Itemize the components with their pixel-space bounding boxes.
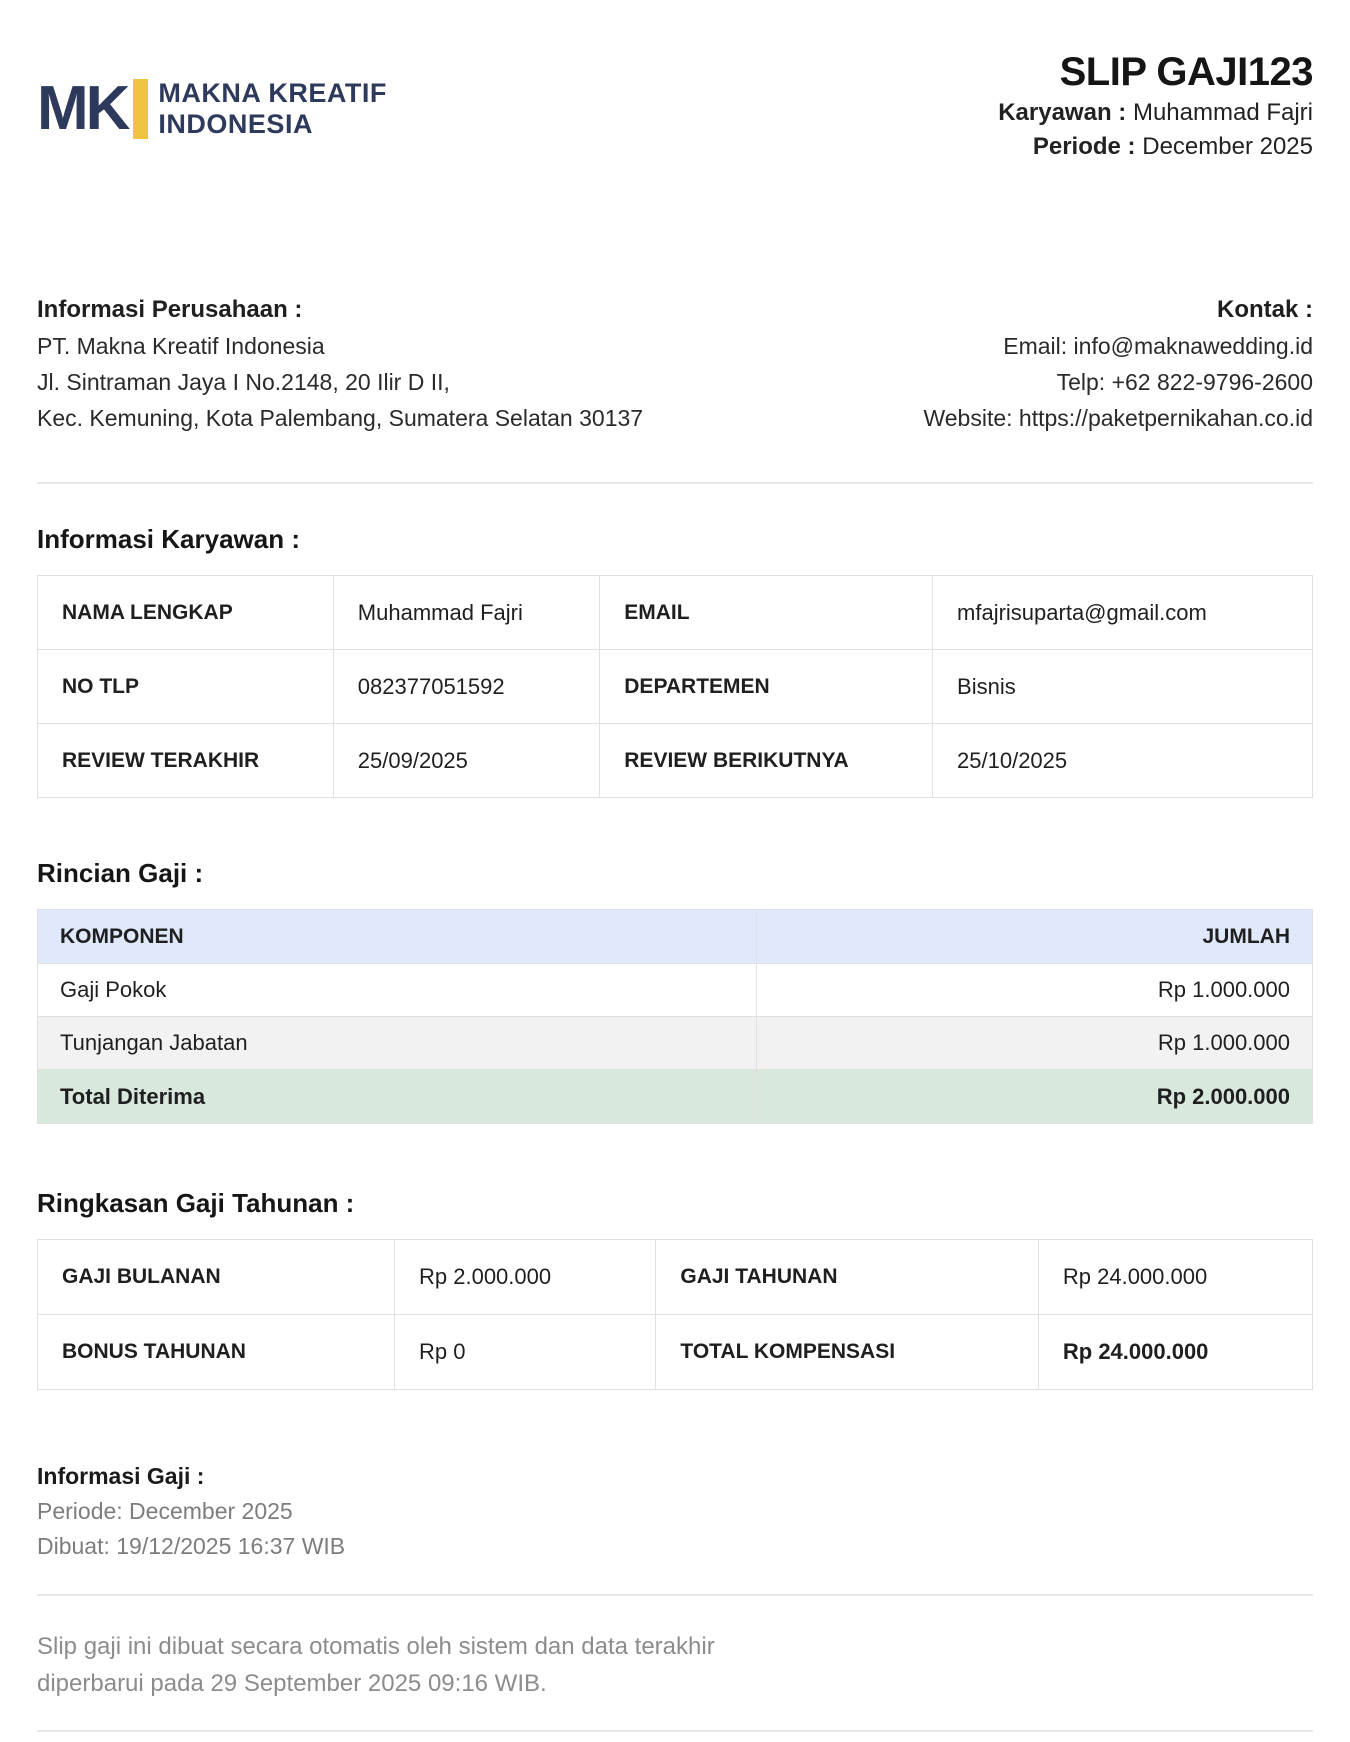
logo-yellow-bar-icon [133, 79, 148, 139]
employee-label-nama: NAMA LENGKAP [38, 576, 334, 650]
company-contact-section [37, 292, 1313, 436]
salary-total-row [38, 1070, 1313, 1124]
company-info-heading: Informasi Perusahaan : [37, 296, 303, 323]
page-title: SLIP GAJI123 [1059, 50, 1313, 94]
annual-value-gaji-bulanan: Rp 2.000.000 [395, 1240, 656, 1315]
employee-label-review-terakhir: REVIEW TERAKHIR [38, 724, 334, 798]
employee-label-departemen: DEPARTEMEN [600, 650, 933, 724]
contact-info [923, 292, 1313, 436]
employee-value-email: mfajrisuparta@gmail.com [933, 576, 1313, 650]
salary-total-amount: Rp 2.000.000 [757, 1070, 1313, 1124]
annual-label-gaji-tahunan: GAJI TAHUNAN [656, 1240, 1039, 1315]
annual-value-total-kompensasi: Rp 24.000.000 [1038, 1315, 1312, 1390]
salary-detail-table [37, 909, 1313, 1124]
page-header [37, 48, 1313, 164]
annual-label-total-kompensasi: TOTAL KOMPENSASI [656, 1315, 1039, 1390]
employee-info-table [37, 575, 1313, 798]
company-address-line2: Kec. Kemuning, Kota Palembang, Sumatera Selatan 30137 [37, 405, 644, 431]
annual-label-bonus-tahunan: BONUS TAHUNAN [38, 1315, 395, 1390]
contact-email: Email: info@maknawedding.id [1003, 333, 1313, 359]
salary-info-section [37, 1458, 1313, 1564]
footer-note-line1: Slip gaji ini dibuat secara otomatis oleh sistem dan data terakhir [37, 1633, 715, 1660]
annual-label-gaji-bulanan: GAJI BULANAN [38, 1240, 395, 1315]
company-info [37, 292, 643, 436]
periode-value: December 2025 [1142, 133, 1313, 160]
footer-divider [37, 1594, 1313, 1596]
column-header-komponen: KOMPONEN [38, 910, 757, 964]
salary-amount: Rp 1.000.000 [757, 1017, 1313, 1070]
karyawan-label: Karyawan : [998, 99, 1127, 126]
annual-summary-section [37, 1188, 1313, 1390]
column-header-jumlah: JUMLAH [757, 910, 1313, 964]
employee-info-heading: Informasi Karyawan : [37, 524, 300, 554]
employee-info-section [37, 524, 1313, 798]
karyawan-value: Muhammad Fajri [1132, 99, 1313, 126]
employee-value-departemen: Bisnis [933, 650, 1313, 724]
contact-heading: Kontak : [1217, 296, 1313, 323]
annual-value-bonus-tahunan: Rp 0 [395, 1315, 656, 1390]
salary-detail-heading: Rincian Gaji : [37, 858, 204, 888]
contact-phone: Telp: +62 822-9796-2600 [1056, 369, 1313, 395]
table-row [38, 1315, 1313, 1390]
salary-amount: Rp 1.000.000 [757, 964, 1313, 1017]
salary-component: Gaji Pokok [38, 964, 757, 1017]
employee-label-email: EMAIL [600, 576, 933, 650]
salary-total-label: Total Diterima [38, 1070, 757, 1124]
table-row [38, 1017, 1313, 1070]
section-divider [37, 482, 1313, 484]
annual-summary-heading: Ringkasan Gaji Tahunan : [37, 1188, 355, 1218]
employee-value-notlp: 082377051592 [333, 650, 599, 724]
period-line [998, 130, 1313, 164]
table-row [38, 576, 1313, 650]
annual-value-gaji-tahunan: Rp 24.000.000 [1038, 1240, 1312, 1315]
bottom-divider [37, 1730, 1313, 1732]
logo-company-name [158, 78, 386, 140]
employee-value-review-terakhir: 25/09/2025 [333, 724, 599, 798]
logo-name-line1: MAKNA KREATIF [158, 78, 387, 108]
salary-info-created: Dibuat: 19/12/2025 16:37 WIB [37, 1533, 346, 1559]
company-address-line1: Jl. Sintraman Jaya I No.2148, 20 Ilir D II, [37, 369, 450, 395]
employee-value-nama: Muhammad Fajri [333, 576, 599, 650]
salary-header-row [38, 910, 1313, 964]
table-row [38, 650, 1313, 724]
document-meta [998, 48, 1313, 164]
periode-label: Periode : [1032, 133, 1136, 160]
annual-summary-table [37, 1239, 1313, 1390]
table-row [38, 1240, 1313, 1315]
salary-info-period: Periode: December 2025 [37, 1498, 293, 1524]
employee-value-review-berikutnya: 25/10/2025 [933, 724, 1313, 798]
footer-note [37, 1628, 757, 1702]
salary-component: Tunjangan Jabatan [38, 1017, 757, 1070]
footer-note-line2: diperbarui pada 29 September 2025 09:16 WIB. [37, 1670, 547, 1697]
table-row [38, 964, 1313, 1017]
salary-info-heading: Informasi Gaji : [37, 1463, 205, 1489]
table-row [38, 724, 1313, 798]
employee-label-notlp: NO TLP [38, 650, 334, 724]
contact-website: Website: https://paketpernikahan.co.id [923, 405, 1313, 431]
salary-detail-section [37, 858, 1313, 1124]
employee-name-line [998, 96, 1313, 130]
logo-mark-icon: MK [37, 74, 128, 144]
company-logo [37, 74, 387, 144]
company-name-line: PT. Makna Kreatif Indonesia [37, 333, 325, 359]
logo-name-line2: INDONESIA [158, 109, 313, 140]
employee-label-review-berikutnya: REVIEW BERIKUTNYA [600, 724, 933, 798]
